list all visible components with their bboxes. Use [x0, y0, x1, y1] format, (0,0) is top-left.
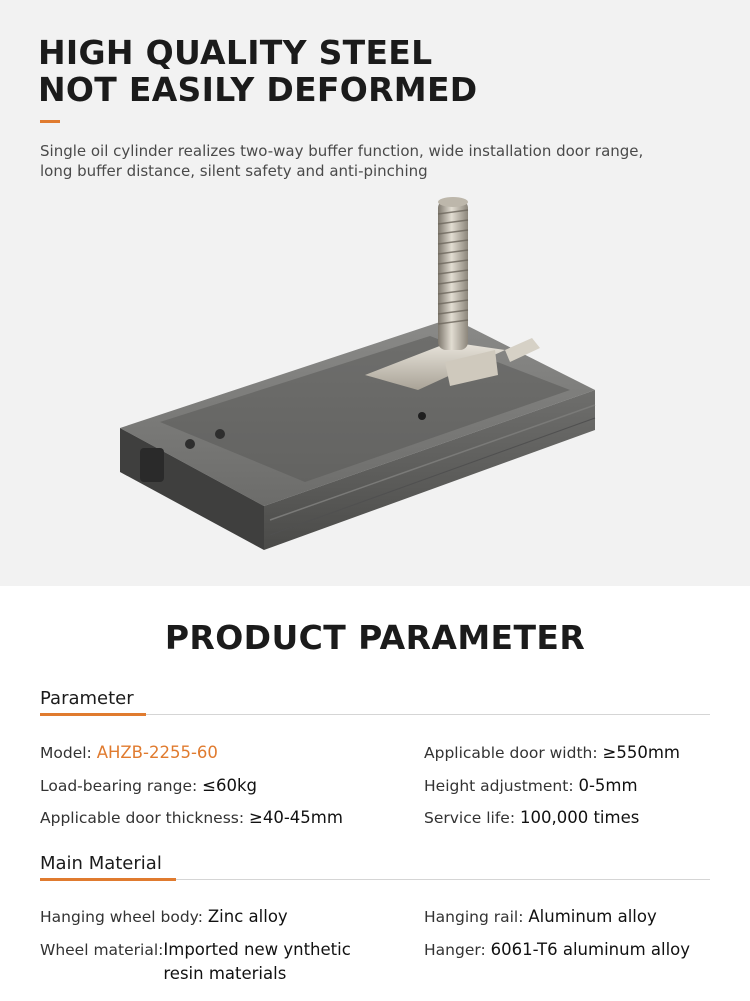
rail-hole — [215, 429, 225, 439]
param-thickness — [40, 806, 343, 830]
param-thickness-label: Applicable door thickness: — [40, 809, 249, 827]
material-hanger-label: Hanger: — [424, 941, 491, 959]
parameter-heading: Parameter — [40, 688, 134, 709]
material-rail — [424, 905, 657, 929]
hero-description — [40, 141, 720, 181]
param-door-width-value: ≥550mm — [602, 743, 680, 762]
param-load-value: ≤60kg — [202, 776, 257, 795]
param-life — [424, 806, 639, 830]
material-wheel-material-label: Wheel material: — [40, 941, 164, 959]
material-rail-label: Hanging rail: — [424, 908, 529, 926]
param-door-width — [424, 741, 680, 765]
param-model-value: AHZB-2255-60 — [96, 743, 218, 762]
material-wheel-body-label: Hanging wheel body: — [40, 908, 208, 926]
param-model-label: Model: — [40, 744, 97, 762]
param-door-width-label: Applicable door width: — [424, 744, 603, 762]
hero-title-line-1: HIGH QUALITY STEEL — [38, 33, 433, 72]
parameter-heading-underline — [40, 713, 146, 716]
param-load-label: Load-bearing range: — [40, 777, 203, 795]
material-rail-value: Aluminum alloy — [528, 907, 657, 926]
rail-side-hole — [418, 412, 426, 420]
material-wheel-material-value-line-1: Imported new ynthetic — [163, 940, 351, 959]
product-parameter-title: PRODUCT PARAMETER — [164, 618, 586, 657]
param-model — [40, 741, 218, 765]
material-wheel-material-value-line-2: resin materials — [163, 964, 287, 983]
param-load — [40, 774, 257, 798]
param-life-value: 100,000 times — [519, 808, 640, 827]
material-wheel-body-value: Zinc alloy — [207, 907, 288, 926]
product-image — [100, 190, 620, 570]
rail-end-slot — [140, 448, 164, 482]
hero-description-line-1: Single oil cylinder realizes two-way buffer function, wide installation door range, — [40, 142, 644, 160]
param-height — [424, 774, 638, 798]
param-thickness-value: ≥40-45mm — [249, 808, 343, 827]
param-life-label: Service life: — [424, 809, 520, 827]
material-heading-underline — [40, 878, 176, 881]
material-hanger — [424, 938, 690, 962]
hero-title — [38, 34, 478, 108]
material-heading: Main Material — [40, 853, 162, 874]
hero-title-line-2: NOT EASILY DEFORMED — [38, 70, 478, 109]
bolt-top — [438, 197, 468, 207]
title-accent-bar — [40, 120, 60, 123]
rail-hole — [185, 439, 195, 449]
material-hanger-value: 6061-T6 aluminum alloy — [490, 940, 691, 959]
material-wheel-material-value — [163, 938, 350, 986]
material-wheel-body — [40, 905, 288, 929]
param-height-value: 0-5mm — [578, 776, 638, 795]
param-height-label: Height adjustment: — [424, 777, 579, 795]
hero-description-line-2: long buffer distance, silent safety and anti-pinching — [40, 162, 428, 180]
material-wheel-material — [40, 938, 351, 986]
